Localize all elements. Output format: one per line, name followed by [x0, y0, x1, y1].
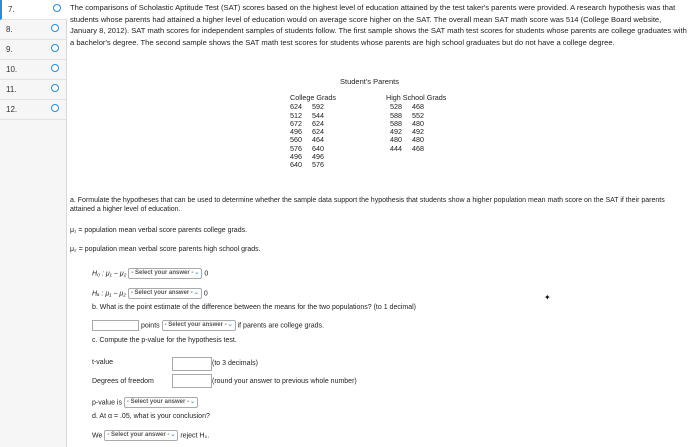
question-content — [70, 0, 690, 48]
conclusion-row — [92, 430, 209, 441]
select-label: - Select your answer - — [164, 322, 227, 328]
status-circle-icon — [51, 44, 59, 52]
sidebar-item-9[interactable] — [0, 40, 66, 60]
question-number: 8. — [6, 25, 13, 34]
table-cell: 468 — [412, 102, 424, 112]
status-circle-icon — [51, 64, 59, 72]
table-cell: 672 — [290, 118, 302, 128]
tvalue-hint: (to 3 decimals) — [212, 360, 258, 367]
table-cell: 444 — [390, 143, 402, 153]
df-hint: (round your answer to previous whole number) — [212, 378, 357, 385]
chevron-down-icon: ⌄ — [194, 270, 200, 276]
we-label: We — [92, 432, 103, 440]
points-label: points — [140, 322, 160, 330]
table-cell: 464 — [312, 135, 324, 145]
table-cell: 624 — [312, 118, 324, 128]
sidebar-item-11[interactable] — [0, 80, 66, 100]
table-cell: 528 — [390, 102, 402, 112]
table-cell: 588 — [390, 110, 402, 120]
question-sidebar — [0, 0, 67, 447]
table-cell: 560 — [290, 135, 302, 145]
table-cell: 496 — [312, 152, 324, 162]
pvalue-row — [92, 397, 198, 408]
status-circle-icon — [51, 104, 59, 112]
table-cell: 512 — [290, 110, 302, 120]
table-cell: 624 — [312, 127, 324, 137]
question-number: 12. — [6, 105, 18, 114]
status-circle-icon — [53, 4, 61, 12]
table-title: Student's Parents — [340, 77, 399, 86]
question-number: 7. — [8, 5, 15, 14]
null-hypothesis-row — [92, 268, 208, 279]
mouse-cursor-icon: ✦ — [544, 293, 551, 302]
part-a-prompt: a. Formulate the hypotheses that can be used to determine whether the sample data support the hypothesis that students show a higher population mean math score on the SAT if their parents attained a higher level of education. — [70, 197, 665, 213]
tvalue-input[interactable] — [172, 357, 212, 371]
table-cell: 592 — [312, 102, 324, 112]
reject-label: reject H₀. — [180, 432, 210, 440]
point-estimate-input[interactable] — [92, 320, 139, 331]
table-row — [390, 145, 434, 153]
table-cell: 468 — [412, 143, 424, 153]
h0-operator-select[interactable] — [128, 268, 202, 279]
table-cell: 496 — [290, 152, 302, 162]
pvalue-label: p-value is — [92, 399, 122, 407]
table-cell: 492 — [390, 127, 402, 137]
ha-value: 0 — [203, 290, 208, 298]
college-grads-header: College Grads — [290, 93, 336, 102]
table-cell: 552 — [412, 110, 424, 120]
question-number: 10. — [6, 65, 18, 74]
table-cell: 480 — [412, 118, 424, 128]
sidebar-item-7[interactable] — [0, 0, 68, 20]
point-estimate-row — [92, 320, 324, 331]
highschool-grads-table — [390, 103, 434, 153]
select-label: - Select your answer - — [126, 399, 189, 405]
sidebar-item-8[interactable] — [0, 20, 66, 40]
problem-statement: The comparisons of Scholastic Aptitude Test (SAT) scores based on the highest level of education attained by the test taker's parents were provided. A research hypothesis was that students whose parents had attained a higher level of education would on average score higher on the SAT. The overall mean SAT math score was 514 (College Board website, January 8, 2012). SAT math scores for independent samples of students follow. The first sample shows the SAT math test scores for students whose parents are college graduates with a bachelor's degree. The second sample shows the SAT math test scores for students whose parents are high school graduates but do not have a college degree. — [70, 3, 687, 47]
table-cell: 640 — [290, 160, 302, 170]
highschool-grads-header: High School Grads — [386, 93, 447, 102]
mu1-definition: μ₁ = population mean verbal score parents college grads. — [70, 227, 248, 234]
chevron-down-icon: ⌄ — [193, 290, 199, 296]
chevron-down-icon: ⌄ — [170, 432, 176, 438]
status-circle-icon — [51, 24, 59, 32]
table-cell: 576 — [312, 160, 324, 170]
df-input[interactable] — [172, 374, 212, 388]
select-label: - Select your answer - — [107, 432, 170, 438]
table-cell: 588 — [390, 118, 402, 128]
college-grads-column — [290, 94, 336, 170]
select-label: - Select your answer - — [131, 270, 194, 276]
h0-value: 0 — [204, 270, 209, 278]
tvalue-label: t-value — [92, 359, 114, 366]
alt-hypothesis-row — [92, 288, 208, 299]
conclusion-select[interactable] — [104, 430, 178, 441]
college-grads-table — [290, 103, 334, 169]
table-cell: 480 — [412, 135, 424, 145]
question-number: 9. — [6, 45, 13, 54]
chevron-down-icon: ⌄ — [189, 399, 195, 405]
question-number: 11. — [6, 85, 17, 94]
table-cell: 496 — [290, 127, 302, 137]
table-cell: 576 — [290, 143, 302, 153]
chevron-down-icon: ⌄ — [227, 322, 233, 328]
status-circle-icon — [51, 84, 59, 92]
table-cell: 544 — [312, 110, 324, 120]
select-label: - Select your answer - — [130, 290, 193, 296]
pvalue-select[interactable] — [124, 397, 198, 408]
ha-operator-select[interactable] — [128, 288, 202, 299]
table-cell: 624 — [290, 102, 302, 112]
sidebar-item-12[interactable] — [0, 100, 66, 120]
part-c-prompt: c. Compute the p-value for the hypothesis test. — [92, 337, 237, 344]
sidebar-item-10[interactable] — [0, 60, 66, 80]
table-row — [290, 161, 334, 169]
mu2-definition: μ₂ = population mean verbal score parents high school grads. — [70, 246, 261, 253]
point-estimate-tail: if parents are college grads. — [237, 322, 324, 330]
table-cell: 480 — [390, 135, 402, 145]
highschool-grads-column — [386, 94, 446, 153]
ha-label: Hₐ : μ₁ − μ₂ — [92, 290, 126, 298]
df-label: Degrees of freedom — [92, 378, 154, 385]
point-estimate-select[interactable] — [162, 320, 236, 331]
table-cell: 640 — [312, 143, 324, 153]
part-d-prompt: d. At α = .05, what is your conclusion? — [92, 413, 210, 420]
table-cell: 492 — [412, 127, 424, 137]
part-b-prompt: b. What is the point estimate of the difference between the means for the two populations? (to 1 decimal) — [92, 304, 416, 311]
h0-label: H₀ : μ₁ − μ₂ — [92, 270, 127, 278]
